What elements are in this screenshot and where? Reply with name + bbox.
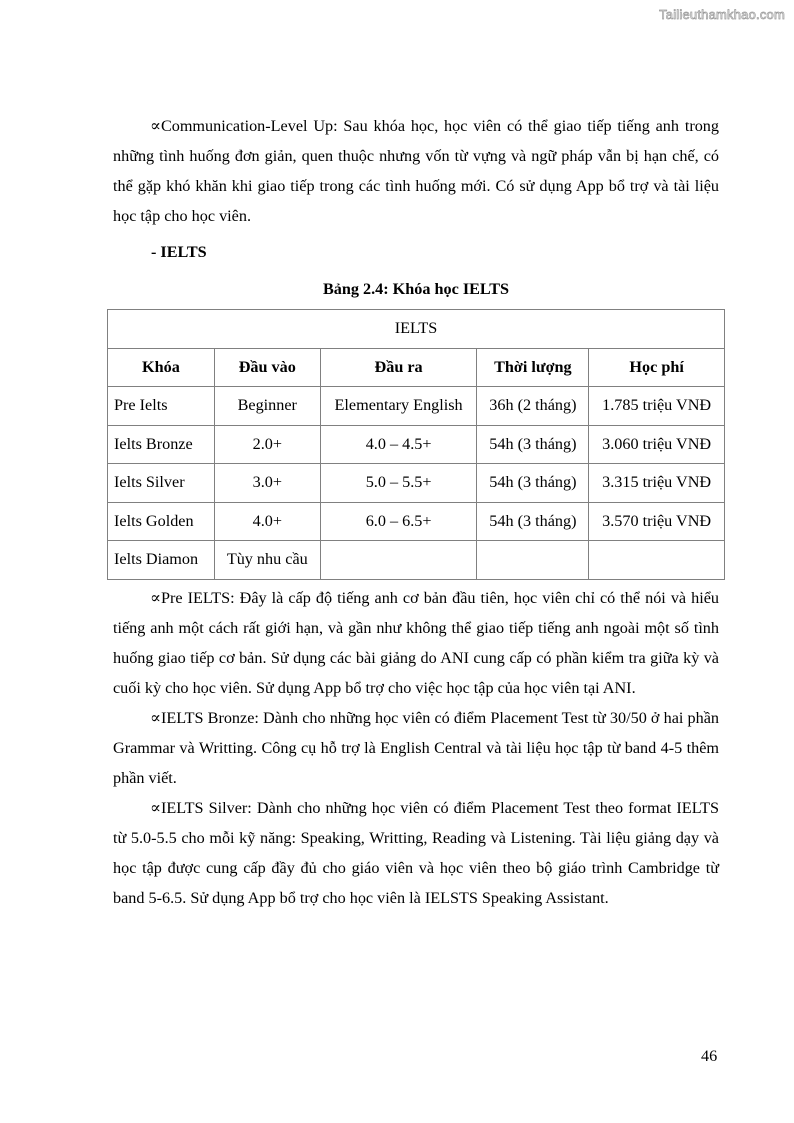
cell-input: 3.0+	[214, 464, 320, 503]
cell-fee: 3.570 triệu VNĐ	[589, 502, 725, 541]
table-title: IELTS	[108, 310, 725, 349]
table-row	[108, 541, 725, 580]
cell-duration: 36h (2 tháng)	[477, 387, 589, 426]
cell-duration: 54h (3 tháng)	[477, 464, 589, 503]
table-row	[108, 464, 725, 503]
cell-output	[320, 541, 477, 580]
ielts-course-table	[107, 309, 725, 580]
cell-course: Ielts Silver	[108, 464, 215, 503]
table-row	[108, 425, 725, 464]
table-title-row	[108, 310, 725, 349]
cell-input: 2.0+	[214, 425, 320, 464]
cell-output: 6.0 – 6.5+	[320, 502, 477, 541]
header-dau-ra: Đầu ra	[320, 348, 477, 387]
cell-input: Beginner	[214, 387, 320, 426]
cell-course: Ielts Bronze	[108, 425, 215, 464]
cell-output: 4.0 – 4.5+	[320, 425, 477, 464]
header-khoa: Khóa	[108, 348, 215, 387]
paragraph-communication-level-up: ∝Communication-Level Up: Sau khóa học, học viên có thể giao tiếp tiếng anh trong những tình huống đơn giản, quen thuộc nhưng vốn từ vựng và ngữ pháp vẫn bị hạn chế, có thể gặp khó khăn khi giao tiếp trong các tình huống mới. Có sử dụng App bổ trợ và tài liệu học tập cho học viên.	[113, 117, 719, 225]
cell-input: Tùy nhu cầu	[214, 541, 320, 580]
table-caption: Bảng 2.4: Khóa học IELTS	[322, 280, 510, 298]
cell-fee: 1.785 triệu VNĐ	[589, 387, 725, 426]
cell-duration	[477, 541, 589, 580]
paragraph-ielts-bronze: ∝IELTS Bronze: Dành cho những học viên có điểm Placement Test từ 30/50 ở hai phần Grammar và Writting. Công cụ hỗ trợ là English Central và tài liệu học tập từ band 4-5 thêm phần viết.	[113, 708, 719, 787]
cell-input: 4.0+	[214, 502, 320, 541]
page-number: 46	[701, 1047, 718, 1065]
cell-duration: 54h (3 tháng)	[477, 425, 589, 464]
paragraph-pre-ielts: ∝Pre IELTS: Đây là cấp độ tiếng anh cơ bản đầu tiên, học viên chỉ có thể nói và hiểu tiếng anh một cách rất giới hạn, và gần như không thể giao tiếp tiếng anh ngoài một số tình huống giao tiếp cơ bản. Sử dụng các bài giảng do ANI cung cấp có phần kiểm tra giữa kỳ và cuối kỳ cho học viên. Sử dụng App bổ trợ cho việc học tập của học viên tại ANI.	[113, 588, 719, 697]
cell-fee	[589, 541, 725, 580]
cell-course: Pre Ielts	[108, 387, 215, 426]
header-dau-vao: Đầu vào	[214, 348, 320, 387]
page-content	[113, 111, 719, 913]
cell-course: Ielts Golden	[108, 502, 215, 541]
watermark: Tailieuthamkhao.com	[659, 7, 785, 22]
cell-course: Ielts Diamon	[108, 541, 215, 580]
cell-fee: 3.060 triệu VNĐ	[589, 425, 725, 464]
header-hoc-phi: Học phí	[589, 348, 725, 387]
table-header-row	[108, 348, 725, 387]
section-heading: - IELTS	[151, 243, 207, 261]
table-row	[108, 502, 725, 541]
cell-output: 5.0 – 5.5+	[320, 464, 477, 503]
table-row	[108, 387, 725, 426]
cell-output: Elementary English	[320, 387, 477, 426]
cell-fee: 3.315 triệu VNĐ	[589, 464, 725, 503]
cell-duration: 54h (3 tháng)	[477, 502, 589, 541]
paragraph-ielts-silver: ∝IELTS Silver: Dành cho những học viên có điểm Placement Test theo format IELTS từ 5.0-5.5 cho mỗi kỹ năng: Speaking, Writting, Reading và Listening. Tài liệu giảng dạy và học tập được cung cấp đầy đủ cho giáo viên và học viên theo bộ giáo trình Cambridge từ band 5-6.5. Sử dụng App bổ trợ cho học viên là IELSTS Speaking Assistant.	[113, 798, 719, 907]
header-thoi-luong: Thời lượng	[477, 348, 589, 387]
